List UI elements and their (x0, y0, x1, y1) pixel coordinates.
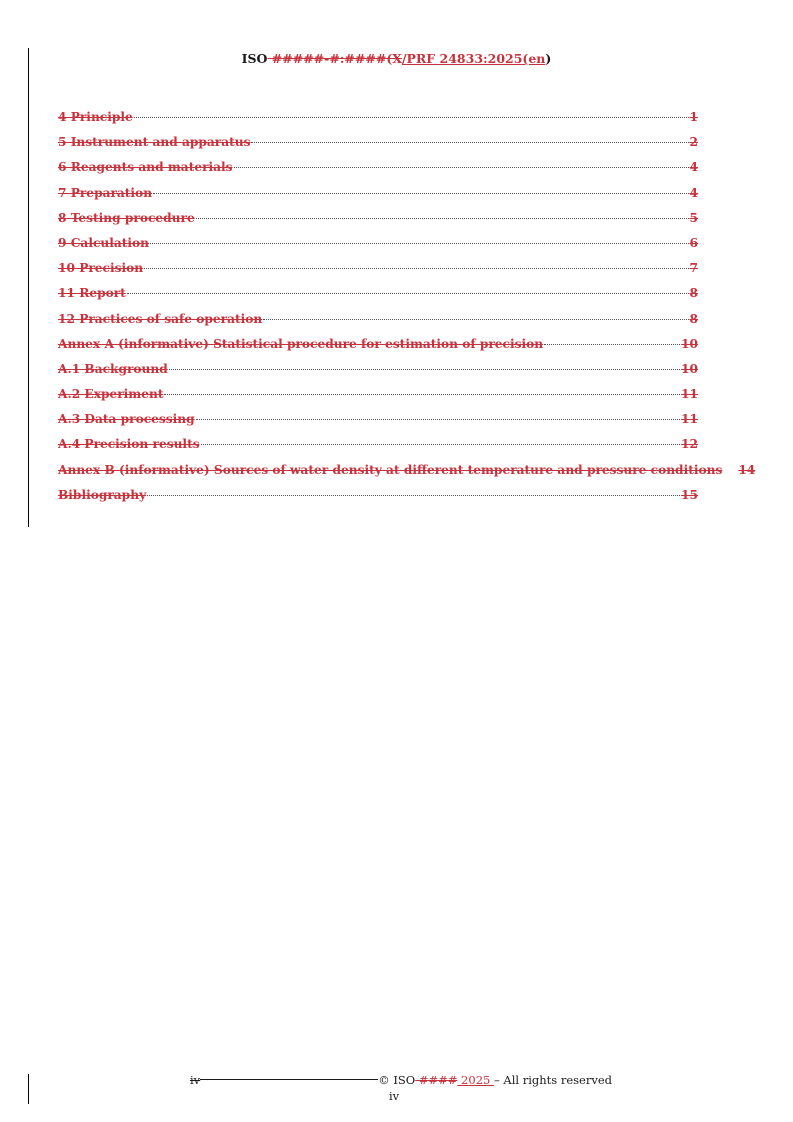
toc-entry[interactable] (58, 186, 698, 211)
toc-entry-page: 11 (681, 387, 698, 402)
toc-entry-title: 10 Precision (58, 261, 144, 276)
toc-entry-title: Bibliography (58, 487, 147, 502)
toc-leader (201, 444, 680, 445)
toc-entry-title: 7 Preparation (58, 185, 153, 200)
toc-leader (263, 319, 688, 320)
toc-leader (196, 218, 689, 219)
header-inserted-text: /PRF 24833:2025(en (401, 51, 546, 66)
footer-deleted-year: #### (415, 1073, 458, 1087)
table-of-contents (58, 110, 756, 513)
toc-entry-title: A.3 Data processing (58, 412, 195, 427)
toc-entry-title: Annex B (informative) Sources of water density at different temperature and pressure conditions (58, 462, 723, 477)
toc-leader (234, 167, 689, 168)
toc-leader (147, 495, 680, 496)
toc-entry-title: Annex A (informative) Statistical procedure for estimation of precision (58, 336, 544, 351)
toc-entry-title: 8 Testing procedure (58, 210, 195, 225)
toc-entry[interactable] (58, 236, 698, 261)
toc-entry-page: 7 (689, 261, 698, 276)
footer-rights: – All rights reserved (493, 1073, 612, 1087)
toc-entry-page: 15 (681, 487, 698, 502)
footer-old-page-number: iv (190, 1073, 201, 1087)
toc-entry[interactable] (58, 286, 698, 311)
toc-entry-title: A.4 Precision results (58, 437, 200, 452)
footer-tab-rule (200, 1079, 378, 1080)
toc-entry-page: 4 (689, 185, 698, 200)
toc-entry[interactable] (58, 412, 698, 437)
toc-entry-page: 6 (689, 235, 698, 250)
toc-entry[interactable] (58, 211, 698, 236)
toc-leader (169, 369, 680, 370)
header-deleted-text: #####-#:####(X (267, 51, 402, 66)
toc-entry-page: 8 (689, 286, 698, 301)
toc-entry-page: 5 (689, 210, 698, 225)
toc-leader (164, 394, 680, 395)
toc-leader (150, 243, 689, 244)
toc-entry[interactable] (58, 261, 698, 286)
toc-leader (196, 419, 680, 420)
toc-entry[interactable] (58, 135, 698, 160)
header-suffix: ) (545, 51, 552, 66)
toc-leader (144, 268, 688, 269)
toc-entry-page: 10 (681, 361, 698, 376)
toc-entry[interactable] (58, 337, 698, 362)
change-bar-top (28, 48, 29, 527)
toc-entry[interactable] (58, 488, 698, 513)
toc-entry-title: 6 Reagents and materials (58, 160, 233, 175)
toc-leader (544, 344, 680, 345)
toc-leader (251, 142, 688, 143)
toc-entry-page: 12 (681, 437, 698, 452)
footer-inserted-year: 2025 (457, 1073, 494, 1087)
header-prefix: ISO (241, 51, 268, 66)
toc-entry-title: 9 Calculation (58, 235, 150, 250)
toc-leader (134, 117, 689, 118)
toc-leader (127, 293, 689, 294)
toc-entry[interactable] (58, 462, 756, 488)
toc-entry-page: 8 (689, 311, 698, 326)
toc-entry[interactable] (58, 362, 698, 387)
toc-entry-title: A.1 Background (58, 361, 168, 376)
toc-entry-title: A.2 Experiment (58, 387, 164, 402)
toc-entry-page: 14 (738, 462, 756, 477)
toc-entry[interactable] (58, 160, 698, 185)
toc-entry-title: 4 Principle (58, 110, 133, 124)
toc-entry[interactable] (58, 437, 698, 462)
toc-entry[interactable] (58, 312, 698, 337)
toc-entry-page: 2 (689, 135, 698, 150)
document-header (0, 51, 793, 66)
footer-page-number: iv (389, 1089, 400, 1103)
change-bar-bottom (28, 1074, 29, 1104)
toc-entry-page: 1 (689, 110, 698, 124)
toc-entry-title: 5 Instrument and apparatus (58, 135, 251, 150)
toc-entry-page: 11 (681, 412, 698, 427)
toc-entry-title: 12 Practices of safe operation (58, 311, 263, 326)
footer-line (190, 1073, 612, 1087)
toc-entry[interactable] (58, 110, 698, 135)
toc-entry-title: 11 Report (58, 286, 126, 301)
toc-leader (153, 193, 688, 194)
toc-entry-page: 4 (689, 160, 698, 175)
toc-entry[interactable] (58, 387, 698, 412)
toc-entry-page: 10 (681, 336, 698, 351)
footer-copyright: © ISO (378, 1073, 416, 1087)
